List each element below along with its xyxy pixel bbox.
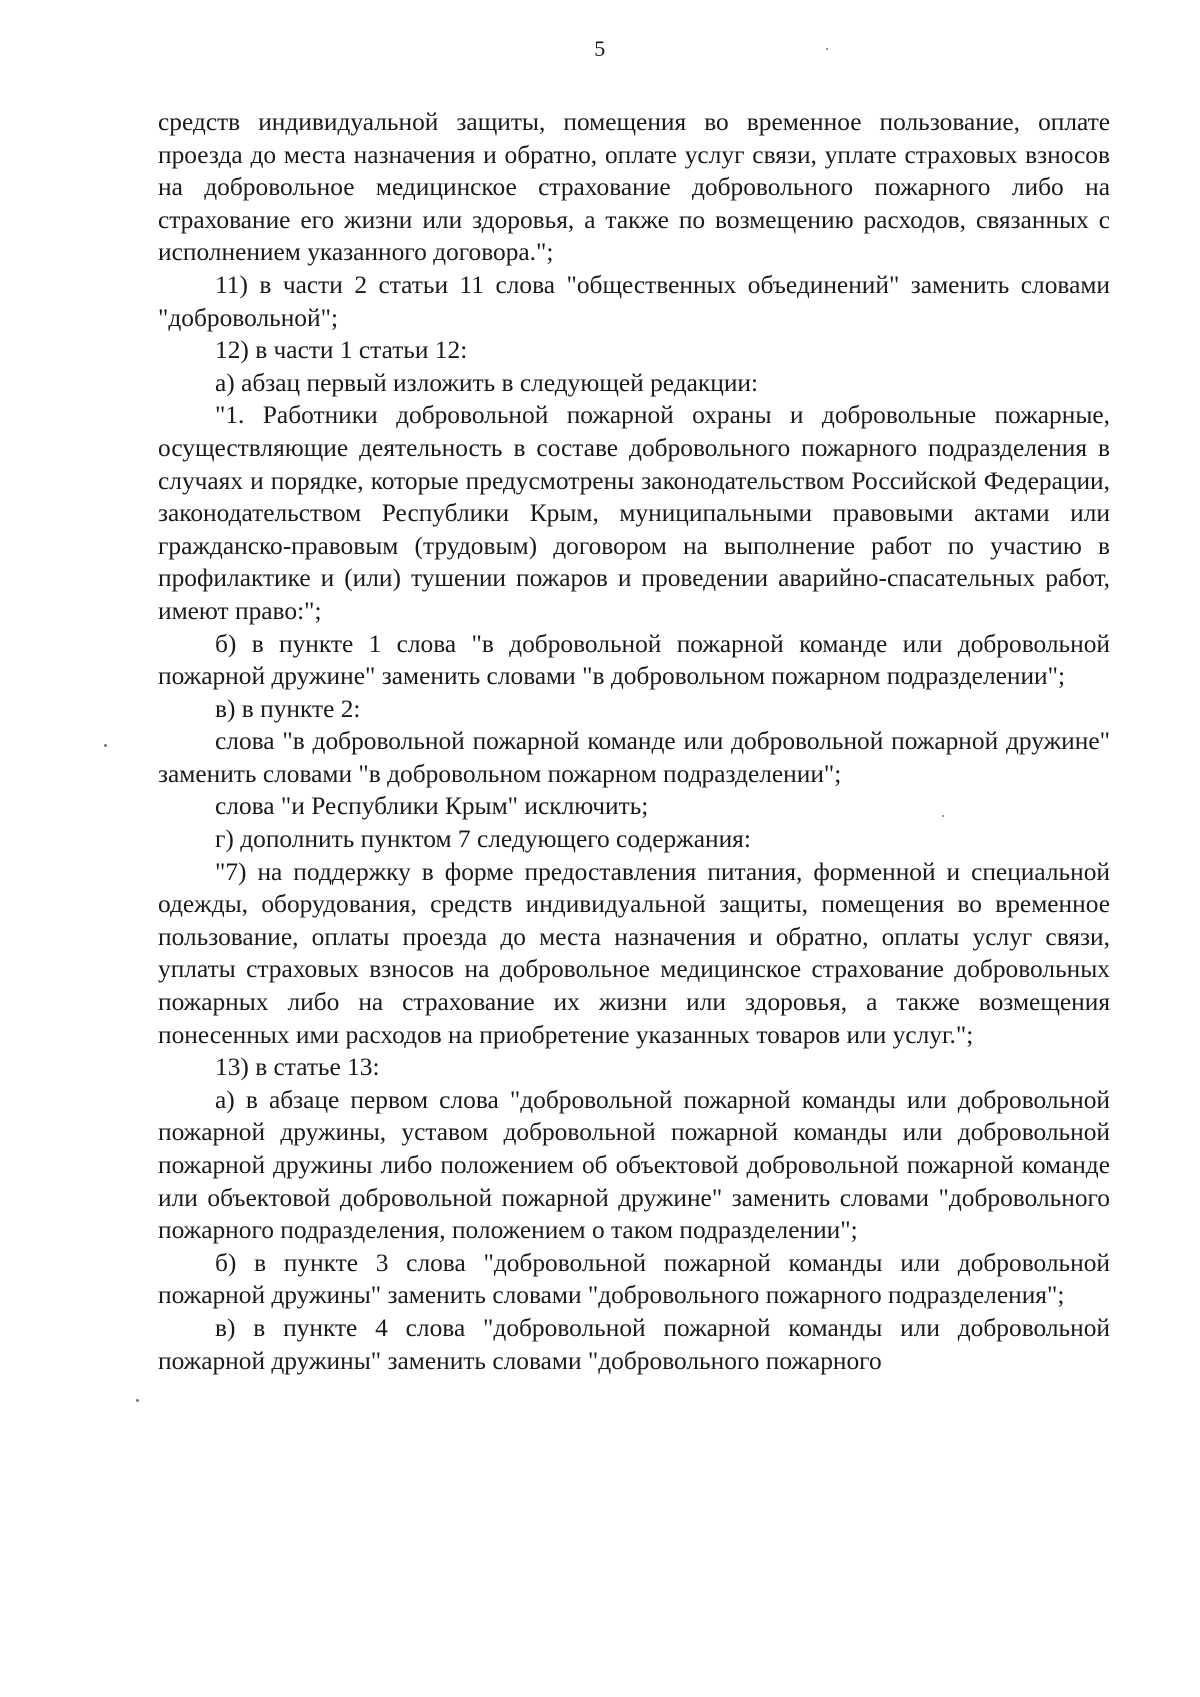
- paragraph-item-13: 13) в статье 13:: [215, 1053, 380, 1082]
- paragraph-item-12v: в) в пункте 2:: [215, 694, 361, 723]
- paragraph-item-12b: б) в пункте 1 слова "в добровольной пожарной команде или добровольной пожарной дружине" заменить словами "в добровольном пожарном подразделении";: [158, 629, 1110, 691]
- paragraph-item-13a: а) в абзаце первом слова "добровольной пожарной команды или добровольной пожарной дружины, уставом добровольной пожарной команды или добровольной пожарной дружины либо положением об объектовой добровольной пожарной команде или объектовой добровольной пожарной дружине" заменить словами "добровольного пожарного подразделения, положением о таком подразделении";: [158, 1085, 1110, 1245]
- scan-speck: [826, 48, 828, 50]
- paragraph-item-11: 11) в части 2 статьи 11 слова "общественных объединений" заменить словами "добровольной";: [158, 270, 1110, 332]
- paragraph-item-12: 12) в части 1 статьи 12:: [215, 336, 468, 365]
- paragraph-item-13b: б) в пункте 3 слова "добровольной пожарной команды или добровольной пожарной дружины" заменить словами "добровольного пожарного подразделения";: [158, 1248, 1110, 1310]
- scan-speck: [104, 744, 107, 747]
- paragraph-item-12v-words-2: слова "и Республики Крым" исключить;: [215, 792, 649, 821]
- paragraph-item-13v: в) в пункте 4 слова "добровольной пожарной команды или добровольной пожарной дружины" заменить словами "добровольного пожарного: [158, 1313, 1110, 1375]
- document-body: [158, 106, 1110, 1377]
- paragraph-quote-1: "1. Работники добровольной пожарной охраны и добровольные пожарные, осуществляющие деятельность в составе добровольного пожарного подразделения в случаях и порядке, которые предусмотрены законодательством Российской Федерации, законодательством Республики Крым, муниципальными правовыми актами или гражданско-правовым (трудовым) договором на выполнение работ по участию в профилактике и (или) тушении пожаров и проведении аварийно-спасательных работ, имеют право:";: [158, 401, 1110, 625]
- paragraph-continuation: средств индивидуальной защиты, помещения во временное пользование, оплате проезда до места назначения и обратно, оплате услуг связи, уплате страховых взносов на добровольное медицинское страхование добровольного пожарного либо на страхование его жизни или здоровья, а также по возмещению расходов, связанных с исполнением указанного договора.";: [158, 108, 1110, 267]
- paragraph-item-12g: г) дополнить пунктом 7 следующего содержания:: [215, 825, 751, 854]
- scan-speck: [136, 1399, 139, 1402]
- paragraph-item-12a: а) абзац первый изложить в следующей редакции:: [215, 368, 759, 397]
- scan-speck: [942, 815, 944, 817]
- paragraph-item-12v-words-1: слова "в добровольной пожарной команде или добровольной пожарной дружине" заменить словами "в добровольном пожарном подразделении";: [158, 727, 1110, 788]
- paragraph-quote-7: "7) на поддержку в форме предоставления питания, форменной и специальной одежды, оборудования, средств индивидуальной защиты, помещения во временное пользование, оплаты проезда до места назначения и обратно, оплаты услуг связи, уплаты страховых взносов на добровольное медицинское страхование добровольных пожарных либо на страхование их жизни или здоровья, а также возмещения понесенных ими расходов на приобретение указанных товаров или услуг.";: [158, 857, 1110, 1049]
- page-number: 5: [594, 36, 606, 61]
